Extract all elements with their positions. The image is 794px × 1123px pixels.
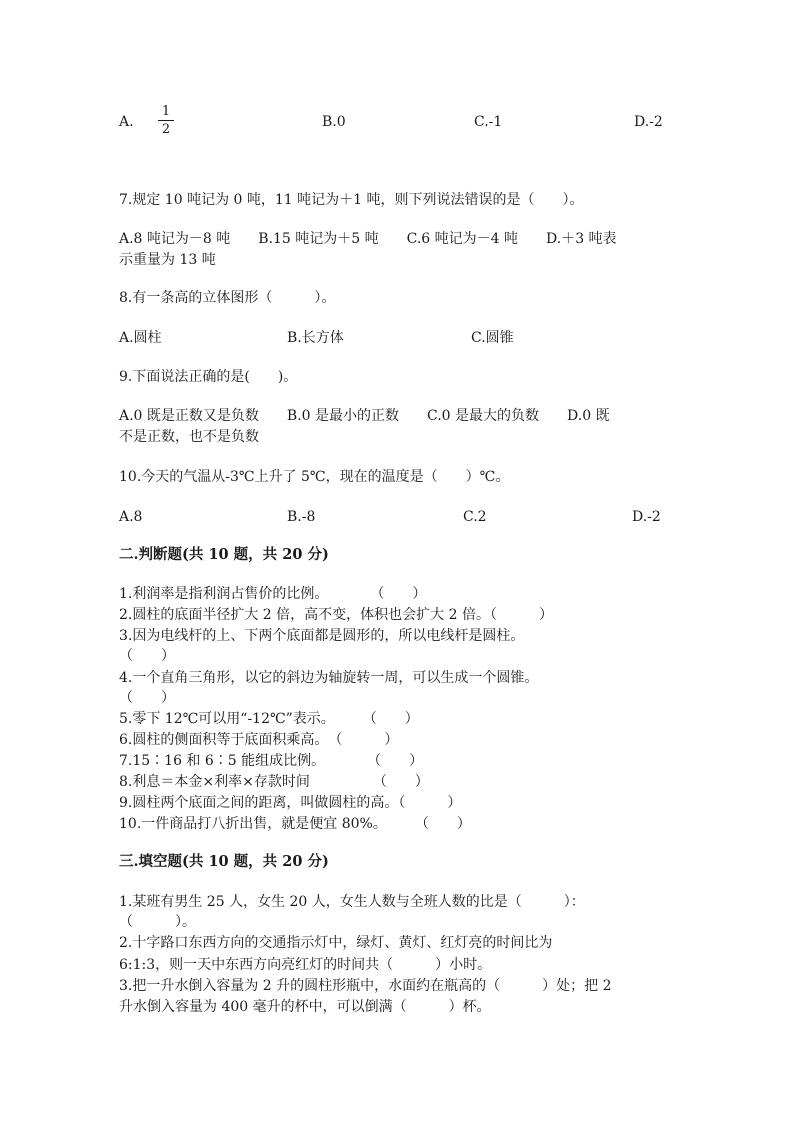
tf-line: 9.圆柱两个底面之间的距离，叫做圆柱的高。（ ）: [119, 795, 462, 811]
section2-heading: 二.判断题(共 10 题，共 20 分): [119, 546, 329, 563]
tf-line: 6.圆柱的侧面积等于底面积乘高。 （ ）: [119, 732, 399, 748]
tf-line: 8.利息＝本金×利率×存款时间 （ ）: [119, 774, 429, 790]
q8-option-c: C.圆锥: [471, 330, 514, 346]
fraction-numerator: 1: [161, 104, 171, 119]
tf-line: 3.因为电线杆的上、下两个底面都是圆形的，所以电线杆是圆柱。: [119, 628, 525, 644]
q10-option-c: C.2: [463, 509, 487, 525]
q6-option-a-fraction: [158, 104, 174, 137]
tf-line: 4.一个直角三角形，以它的斜边为轴旋转一周，可以生成一个圆锥。: [119, 670, 539, 686]
tf-line: 5.零下 12℃可以用“-12℃”表示。 （ ）: [119, 711, 419, 727]
q6-option-a-label: A.: [119, 114, 134, 130]
q8-option-a: A.圆柱: [119, 330, 162, 346]
fill-line: 2.十字路口东西方向的交通指示灯中，绿灯、黄灯、红灯亮的时间比为: [119, 935, 553, 951]
q8-stem: 8.有一条高的立体图形（ ）。: [119, 290, 336, 306]
fraction-denominator: 2: [161, 122, 171, 137]
q10-stem: 10.今天的气温从-3℃上升了 5℃，现在的温度是（ ）℃。: [119, 469, 510, 485]
tf-line: （ ）: [119, 648, 175, 664]
section3-heading: 三.填空题(共 10 题，共 20 分): [119, 853, 329, 870]
q9-options-line2: 不是正数，也不是负数: [119, 429, 259, 445]
q7-stem: 7.规定 10 吨记为 0 吨，11 吨记为＋1 吨，则下列说法错误的是（ ）。: [119, 192, 584, 208]
q10-option-d: D.-2: [632, 509, 661, 525]
tf-line: 2.圆柱的底面半径扩大 2 倍，高不变，体积也会扩大 2 倍。（ ）: [119, 607, 553, 623]
fill-line: 1.某班有男生 25 人，女生 20 人，女生人数与全班人数的比是（ ）：: [119, 894, 585, 910]
tf-line: （ ）: [119, 690, 175, 706]
q8-option-b: B.长方体: [287, 330, 344, 346]
fill-line: 6:1:3，则一天中东西方向亮红灯的时间共（ ）小时。: [119, 957, 492, 973]
fill-line: 3.把一升水倒入容量为 2 升的圆柱形瓶中，水面约在瓶高的（ ）处；把 2: [119, 978, 612, 994]
q10-option-b: B.-8: [287, 509, 316, 525]
tf-line: 7.15∶16 和 6∶5 能组成比例。 （ ）: [119, 753, 424, 769]
tf-line: 1.利润率是指利润占售价的比例。 （ ）: [119, 586, 427, 602]
fraction-bar: [158, 120, 174, 121]
fill-line: 升水倒入容量为 400 毫升的杯中，可以倒满（ ）杯。: [119, 999, 491, 1015]
q7-options-line1: A.8 吨记为－8 吨 B.15 吨记为＋5 吨 C.6 吨记为－4 吨 D.＋3 吨表: [119, 231, 617, 247]
q6-option-d: D.-2: [634, 114, 663, 130]
tf-line: 10.一件商品打八折出售，就是便宜 80%。 （ ）: [119, 816, 471, 832]
q9-options-line1: A.0 既是正数又是负数 B.0 是最小的正数 C.0 是最大的负数 D.0 既: [119, 408, 610, 424]
fill-line: （ ）。: [119, 914, 196, 930]
q10-option-a: A.8: [119, 509, 143, 525]
q6-option-c: C.-1: [474, 114, 503, 130]
q6-option-b: B.0: [322, 114, 346, 130]
q9-stem: 9.下面说法正确的是( )。: [119, 369, 298, 385]
q7-options-line2: 示重量为 13 吨: [119, 252, 216, 268]
